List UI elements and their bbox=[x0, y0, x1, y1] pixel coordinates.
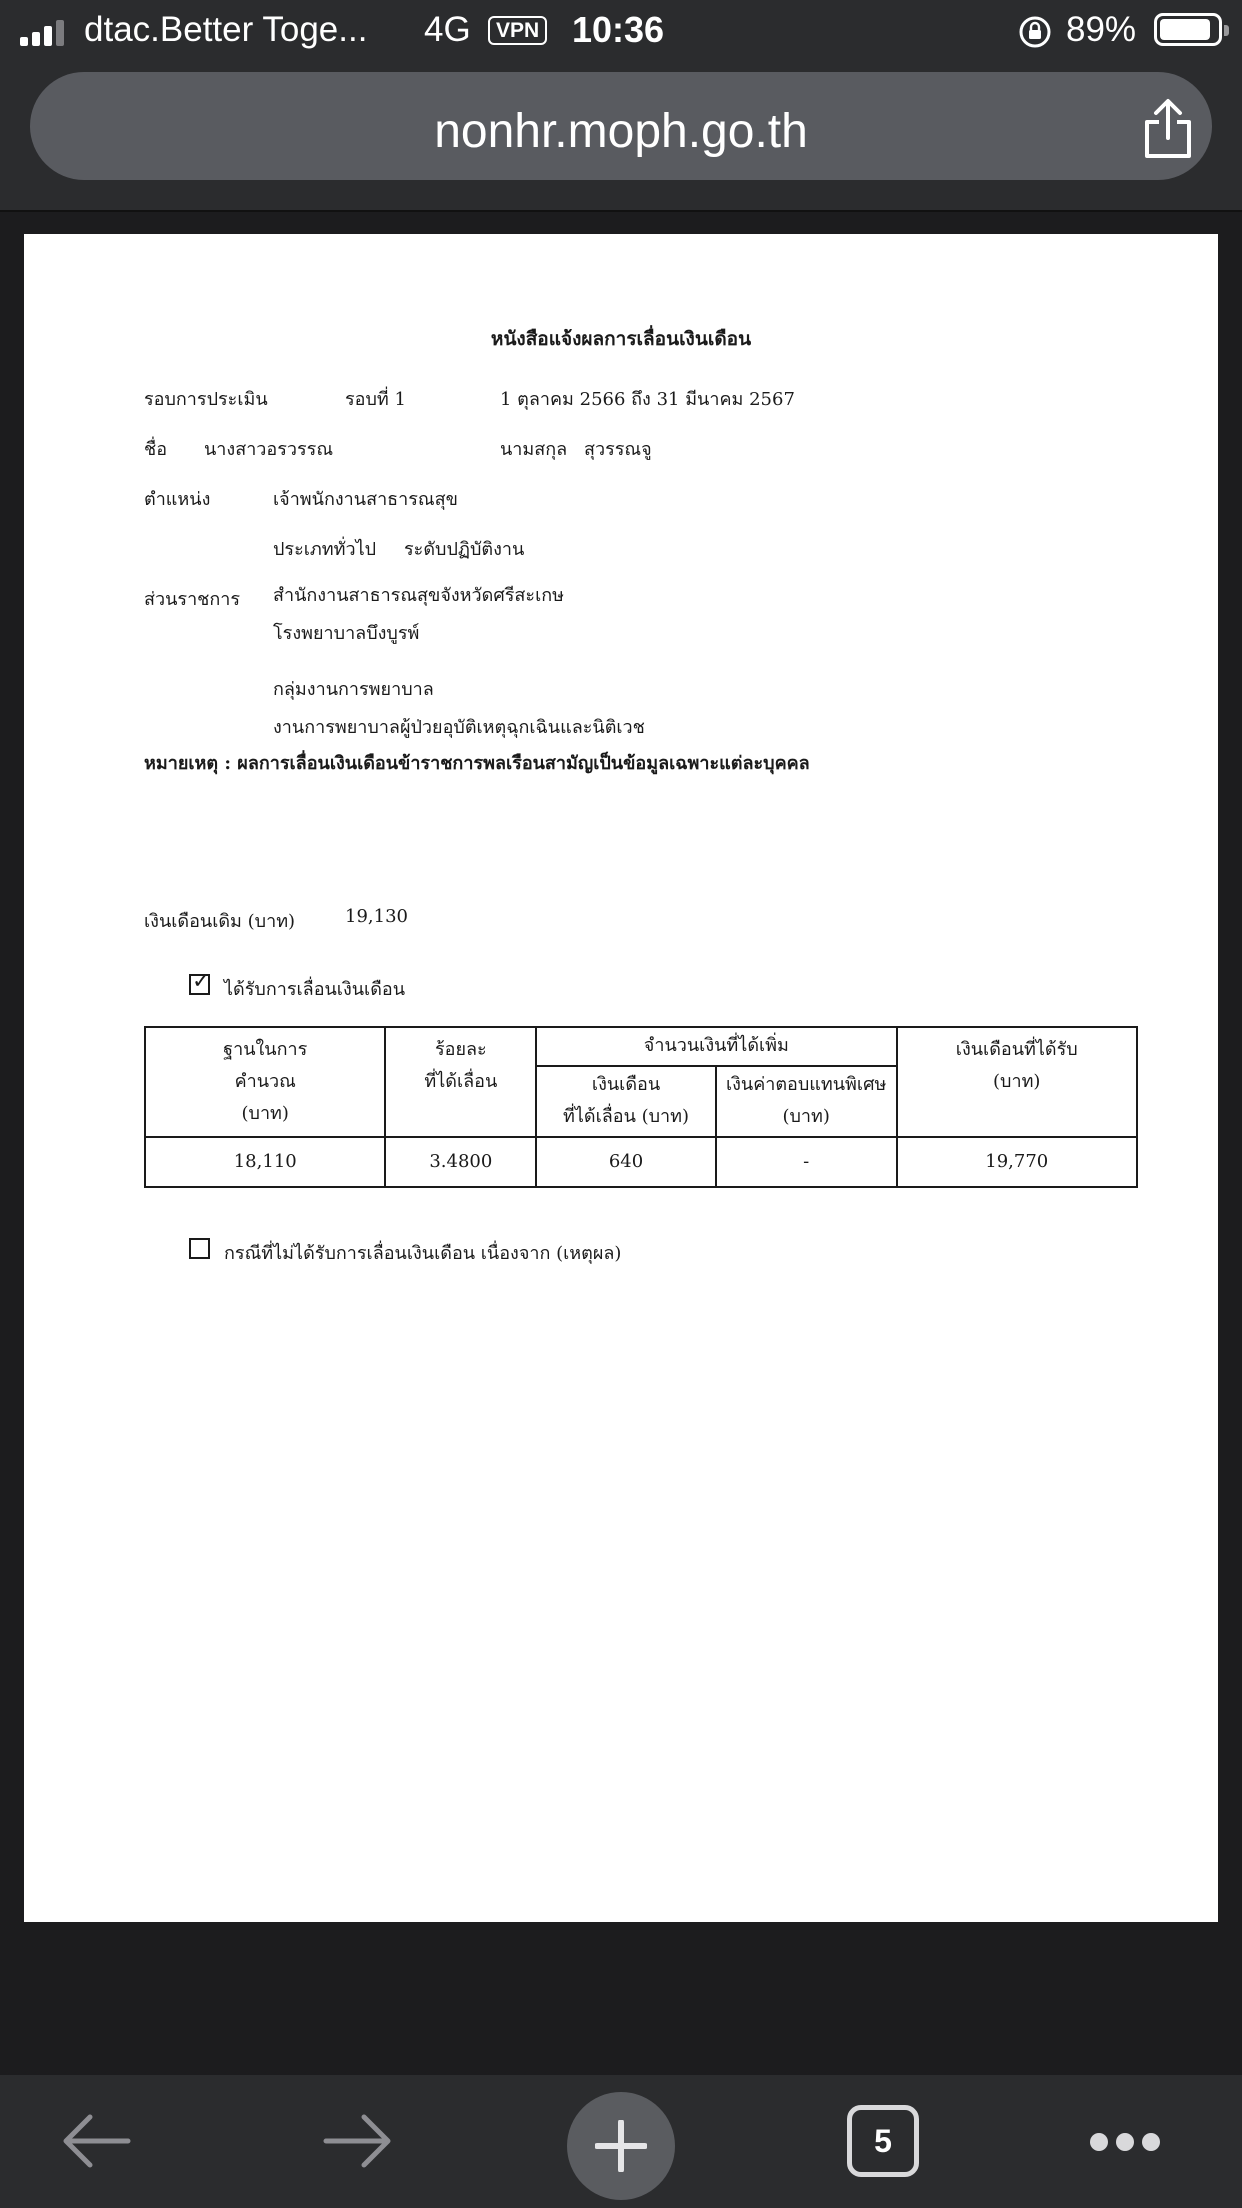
url-text[interactable]: nonhr.moph.go.th bbox=[434, 105, 808, 158]
note-text: หมายเหตุ : ผลการเลื่อนเงินเดือนข้าราชการพลเรือนสามัญเป็นข้อมูลเฉพาะแต่ละบุคคล bbox=[144, 753, 810, 774]
cell-new-salary: 19,770 bbox=[897, 1137, 1138, 1187]
salary-table bbox=[144, 1026, 1138, 1188]
share-icon[interactable] bbox=[1140, 98, 1196, 160]
new-tab-button[interactable] bbox=[567, 2092, 675, 2200]
more-icon[interactable] bbox=[1090, 2133, 1160, 2153]
promoted-label: ได้รับการเลื่อนเงินเดือน bbox=[224, 979, 406, 1000]
status-bar bbox=[0, 0, 1242, 62]
document-title: หนังสือแจ้งผลการเลื่อนเงินเดือน bbox=[490, 328, 752, 350]
network-type: 4G bbox=[424, 10, 471, 49]
signal-icon bbox=[20, 18, 66, 46]
agency-line: สำนักงานสาธารณสุขจังหวัดศรีสะเกษ bbox=[273, 585, 565, 606]
cell-base: 18,110 bbox=[145, 1137, 385, 1187]
position-value: เจ้าพนักงานสาธารณสุข bbox=[273, 489, 458, 510]
name-label: ชื่อ bbox=[144, 439, 168, 460]
carrier-name: dtac.Better Toge... bbox=[84, 10, 368, 49]
header-percent: ร้อยละ ที่ได้เลื่อน bbox=[385, 1027, 536, 1137]
position-level: ระดับปฏิบัติงาน bbox=[404, 539, 525, 560]
name-value: นางสาวอรวรรณ bbox=[204, 439, 334, 460]
header-increase: จำนวนเงินที่ได้เพิ่ม bbox=[536, 1027, 896, 1066]
header-salary-increase: เงินเดือน ที่ได้เลื่อน (บาท) bbox=[536, 1066, 716, 1137]
not-promoted-label: กรณีที่ไม่ได้รับการเลื่อนเงินเดือน เนื่องจาก (เหตุผล) bbox=[224, 1243, 622, 1264]
document-page bbox=[24, 234, 1218, 1922]
agency-line: โรงพยาบาลบึงบูรพ์ bbox=[273, 623, 420, 644]
position-label: ตำแหน่ง bbox=[144, 489, 211, 510]
agency-label: ส่วนราชการ bbox=[144, 589, 241, 610]
header-special-pay: เงินค่าตอบแทนพิเศษ (บาท) bbox=[716, 1066, 897, 1137]
table-row bbox=[145, 1137, 1137, 1187]
old-salary-label: เงินเดือนเดิม (บาท) bbox=[144, 911, 296, 932]
agency-line: กลุ่มงานการพยาบาล bbox=[273, 679, 434, 700]
forward-arrow-icon[interactable] bbox=[320, 2111, 396, 2171]
evaluation-period: 1 ตุลาคม 2566 ถึง 31 มีนาคม 2567 bbox=[500, 389, 795, 410]
cell-salary-increase: 640 bbox=[536, 1137, 716, 1187]
battery-icon bbox=[1154, 13, 1222, 46]
not-promoted-checkbox bbox=[189, 1238, 210, 1259]
address-bar[interactable] bbox=[30, 72, 1212, 180]
header-base: ฐานในการ คำนวณ (บาท) bbox=[145, 1027, 385, 1137]
surname-value: สุวรรณจู bbox=[584, 439, 652, 460]
agency-line: งานการพยาบาลผู้ป่วยอุบัติเหตุฉุกเฉินและนิติเวช bbox=[273, 717, 645, 738]
battery-percentage: 89% bbox=[1066, 10, 1137, 49]
back-arrow-icon[interactable] bbox=[58, 2111, 134, 2171]
tab-switcher-button[interactable]: 5 bbox=[847, 2105, 919, 2177]
cell-percent: 3.4800 bbox=[385, 1137, 536, 1187]
position-type: ประเภททั่วไป bbox=[273, 539, 377, 560]
plus-icon bbox=[595, 2120, 647, 2172]
header-divider bbox=[0, 210, 1242, 212]
orientation-lock-icon bbox=[1018, 15, 1052, 49]
surname-label: นามสกุล bbox=[500, 439, 568, 460]
browser-header bbox=[0, 62, 1242, 210]
vpn-badge: VPN bbox=[488, 16, 547, 45]
round-value: รอบที่ 1 bbox=[345, 389, 406, 410]
promoted-checkbox: ✓ bbox=[189, 974, 210, 995]
status-time: 10:36 bbox=[572, 9, 665, 50]
old-salary-value: 19,130 bbox=[345, 906, 408, 927]
header-new-salary: เงินเดือนที่ได้รับ (บาท) bbox=[897, 1027, 1138, 1137]
cell-special-pay: - bbox=[716, 1137, 897, 1187]
round-label: รอบการประเมิน bbox=[144, 389, 268, 410]
bottom-toolbar bbox=[0, 2075, 1242, 2208]
